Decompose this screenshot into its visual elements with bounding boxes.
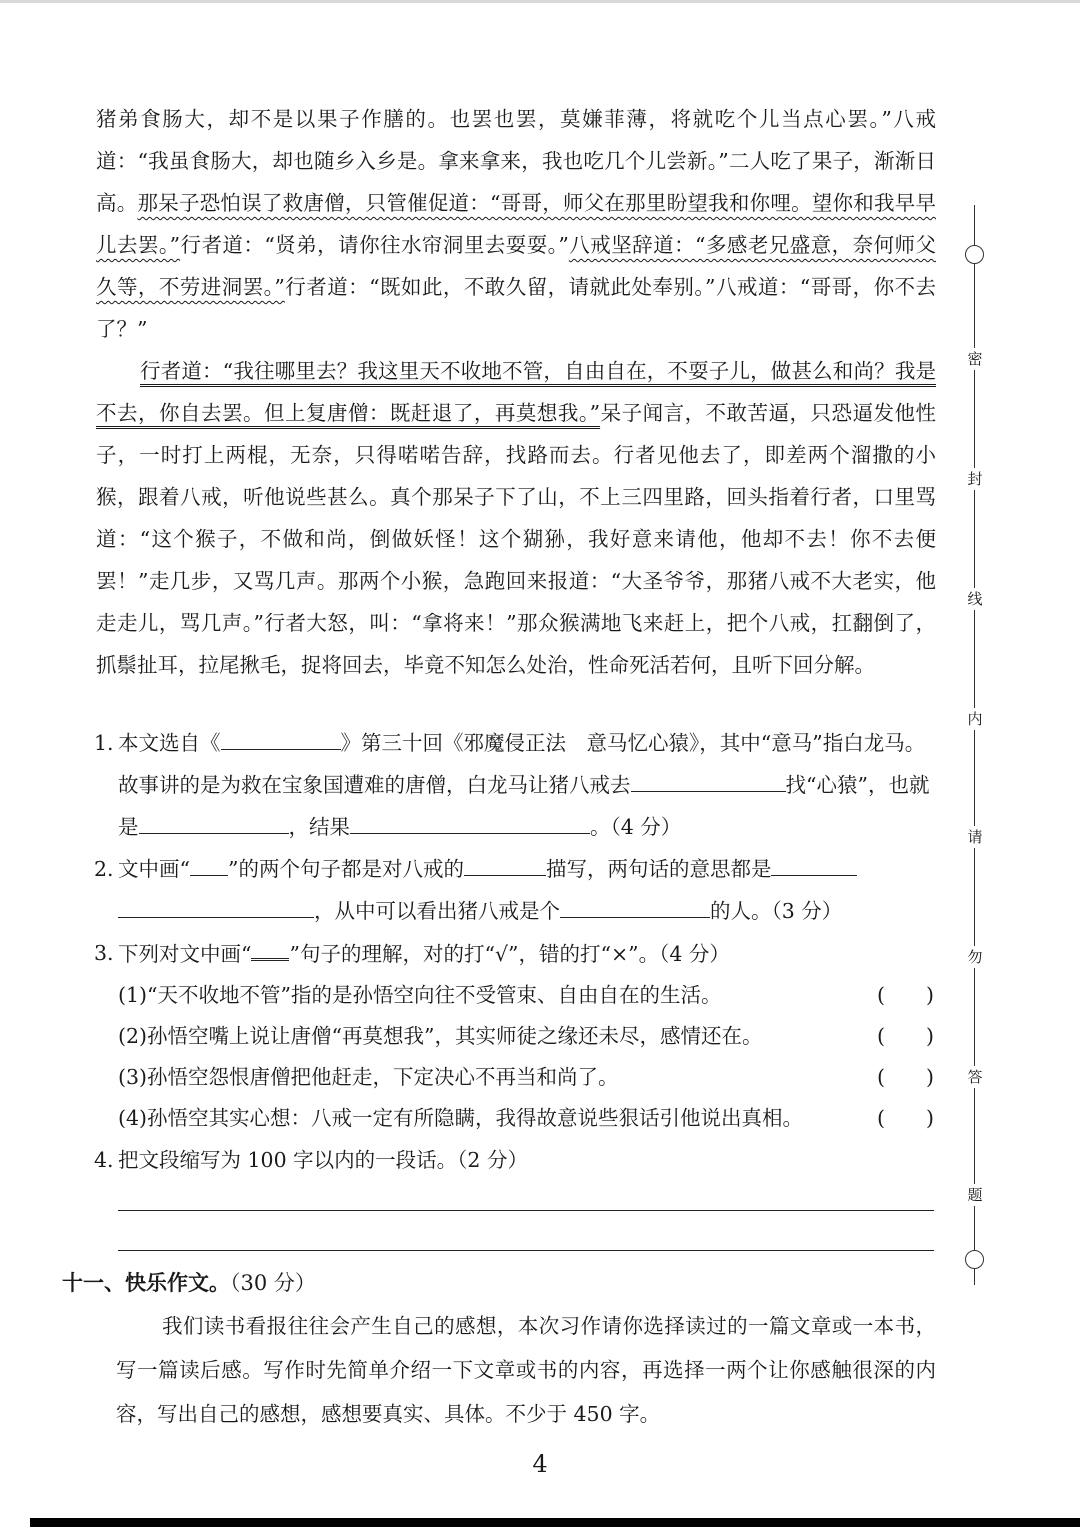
question-text: ，从中可以看出猪八戒是个 [314, 899, 560, 923]
question-number: 4. [94, 1148, 114, 1172]
question-text: 文中画“ [118, 857, 190, 881]
questions [94, 722, 936, 1181]
seal-char: 请 [962, 826, 988, 848]
passage-text: 行者道：“既如此，不敢久留，请就此处奉别。”八戒道：“哥哥，你不去了？” [96, 275, 936, 341]
binding-hole-icon [965, 1250, 984, 1269]
judgment-item [94, 1016, 936, 1057]
answer-line[interactable] [118, 1210, 934, 1211]
seal-char: 封 [962, 468, 988, 490]
answer-parentheses[interactable]: ( ) [877, 983, 934, 1007]
answer-blank[interactable] [560, 891, 710, 918]
passage-text: 猪弟食肠大，却不是以果子作膳的。也罢也罢，莫嫌菲薄，将就吃个儿当点心罢。”八戒道：“我虽食肠大，却也随乡入乡是。拿来拿来，我也吃几个儿尝新。”二人吃了果子，渐渐日高。 [96, 107, 936, 215]
question-1 [94, 722, 936, 848]
seal-char: 勿 [962, 946, 988, 968]
question-text: ，结果 [288, 815, 350, 839]
seal-char: 答 [962, 1066, 988, 1088]
answer-blank[interactable] [139, 807, 289, 834]
question-4 [94, 1139, 936, 1181]
answer-line[interactable] [118, 1250, 934, 1251]
question-text: ”句子的理解，对的打“√”，错的打“×”。（4 分） [289, 942, 730, 966]
question-text: 下列对文中画“ [118, 942, 252, 966]
answer-parentheses[interactable]: ( ) [877, 1065, 934, 1089]
question-3 [94, 932, 936, 975]
double-underline-sample [251, 932, 289, 961]
judgment-text: (1)“天不收地不管”指的是孙悟空向往不受管束、自由自在的生活。 [118, 983, 722, 1007]
bottom-bar [30, 1518, 1080, 1527]
underline-sample [190, 849, 228, 876]
question-number: 2. [94, 857, 114, 881]
passage-paragraph-2 [96, 350, 936, 686]
seal-char: 题 [962, 1184, 988, 1206]
question-text: 描写，两句话的意思都是 [545, 857, 772, 881]
top-edge [0, 0, 1080, 3]
passage-text: 行者道：“贤弟，请你往水帘洞里去耍耍。” [180, 233, 569, 257]
seal-char: 密 [962, 348, 988, 370]
judgment-item [94, 975, 936, 1016]
page-number: 4 [532, 1450, 548, 1478]
passage-paragraph-1 [96, 98, 936, 350]
answer-blank[interactable] [350, 807, 590, 834]
seal-line-sidebar [960, 205, 990, 1285]
section-title: 十一、快乐作文。 [62, 1270, 230, 1295]
judgment-text: (3)孙悟空怨恨唐僧把他赶走，下定决心不再当和尚了。 [118, 1065, 619, 1089]
wavy-underlined-sentence: 那呆子恐怕误了救唐僧，只管催促道：“哥哥，师父在那里盼望我和你哩。望你和我早早儿去罢。” [96, 191, 937, 257]
double-underlined-sentence: 行者道：“我往哪里去？我这里天不收地不管，自由自在，不耍子儿，做甚么和尚？我是不去，你自去罢。但上复唐僧：既赶退了，再莫想我。” [96, 359, 936, 425]
answer-blank[interactable] [464, 849, 546, 876]
binding-hole-icon [965, 245, 984, 264]
answer-parentheses[interactable]: ( ) [877, 1024, 934, 1048]
answer-blank[interactable] [771, 849, 857, 876]
question-text: 把文段缩写为 100 字以内的一段话。（2 分） [118, 1148, 528, 1172]
judgment-text: (2)孙悟空嘴上说让唐僧“再莫想我”，其实师徒之缘还未尽，感情还在。 [118, 1024, 763, 1048]
passage-text: 呆子闻言，不敢苦逼，只恐逼发他性子，一时打上两棍，无奈，只得喏喏告辞，找路而去。行者见他去了，即差两个溜撒的小猴，跟着八戒，听他说些甚么。真个那呆子下了山，不上三四里路，回头指着行者，口里骂道：“这个猴子，不做和尚，倒做妖怪！这个猢狲，我好意来请他，他却不去！你不去便罢！”走几步，又骂几声。那两个小猴，急跑回来报道：“大圣爷爷，那猪八戒不大老实，他走走儿，骂几声。”行者大怒，叫：“拿将来！”那众猴满地飞来赶上，把个八戒，扛翻倒了，抓鬃扯耳，拉尾揪毛，捉将回去，毕竟不知怎么处治，性命死活若何，且听下回分解。 [96, 401, 936, 677]
answer-blank[interactable] [221, 723, 341, 750]
question-number: 3. [94, 941, 114, 965]
question-text: 》第三十回《邪魔侵正法 意马忆心猿》，其中“意马”指白龙马。故事讲的是为救在宝象国遭难的唐僧，白龙马让猪八戒去 [118, 731, 926, 797]
judgment-item [94, 1057, 936, 1098]
essay-prompt-text: 我们读书看报往往会产生自己的感想，本次习作请你选择读过的一篇文章或一本书，写一篇读后感。写作时先简单介绍一下文章或书的内容，再选择一两个让你感触很深的内容，写出自己的感想，感想要真实、具体。不少于 450 字。 [116, 1314, 936, 1426]
seal-char: 线 [962, 588, 988, 610]
seal-char: 内 [962, 708, 988, 730]
wavy-underlined-sentence: 八戒坚辞道：“多感老兄盛意，奈何师父久等，不劳进洞罢。” [96, 233, 936, 299]
answer-blank[interactable] [631, 765, 786, 792]
judgment-item [94, 1098, 936, 1139]
question-text: 。（4 分） [590, 815, 682, 839]
question-text: 找“心猿”，也就是 [118, 773, 930, 839]
section-11-heading [62, 1265, 316, 1301]
answer-blank[interactable] [118, 891, 314, 918]
question-text: 的人。（3 分） [710, 899, 843, 923]
question-text: 本文选自《 [118, 731, 221, 755]
question-number: 1. [94, 731, 114, 755]
answer-parentheses[interactable]: ( ) [877, 1106, 934, 1130]
reading-passage [96, 98, 936, 686]
judgment-text: (4)孙悟空其实心想：八戒一定有所隐瞒，我得故意说些狠话引他说出真相。 [118, 1106, 804, 1130]
section-score: （30 分） [230, 1271, 316, 1295]
question-text: ”的两个句子都是对八戒的 [227, 857, 464, 881]
essay-prompt [116, 1304, 936, 1436]
question-2 [94, 848, 936, 932]
